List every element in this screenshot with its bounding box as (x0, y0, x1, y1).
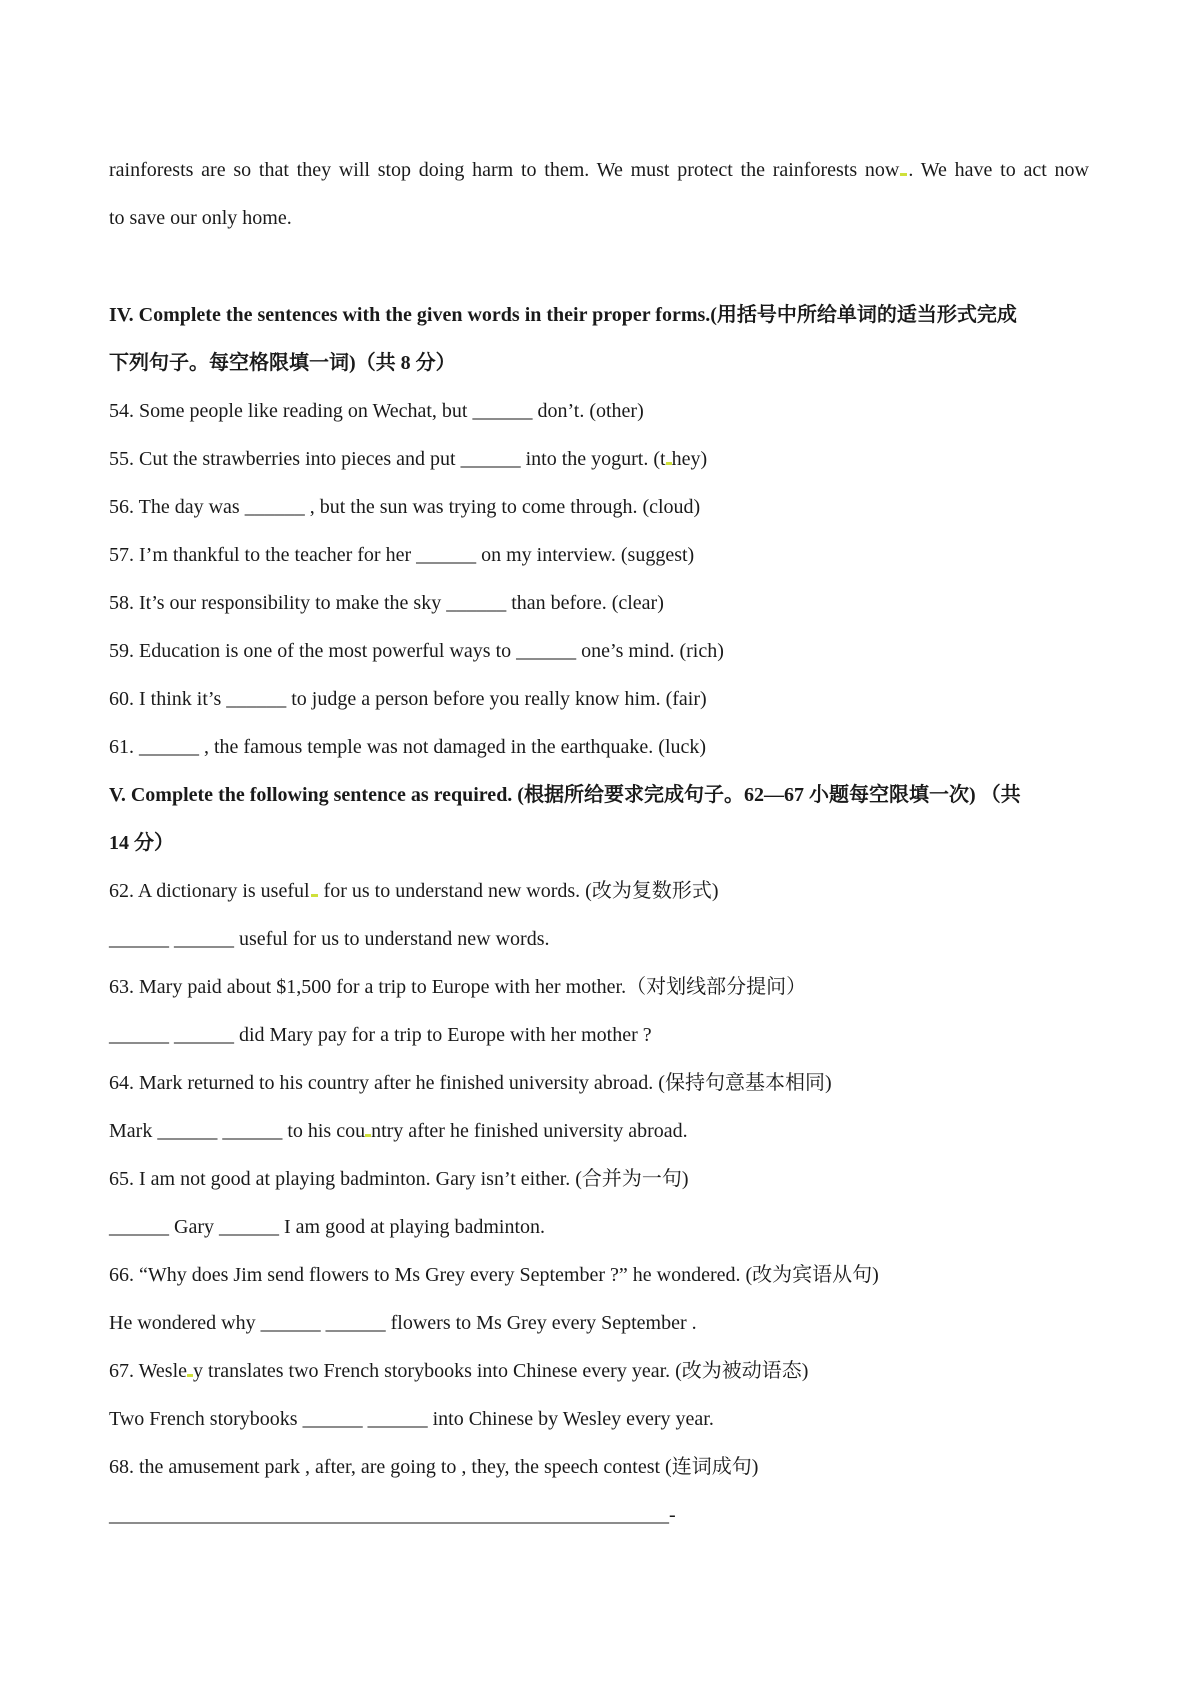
edit-mark (311, 894, 318, 897)
question-66: 66. “Why does Jim send flowers to Ms Grey every September ?” he wondered. (改为宾语从句) (109, 1264, 879, 1286)
passage-line-2: to save our only home. (109, 207, 292, 229)
answer-62: ______ ______ useful for us to understand new words. (109, 928, 550, 950)
section-iv-heading: IV. Complete the sentences with the given words in their proper forms.(用括号中所给单词的适当形式完成 (109, 304, 1017, 326)
answer-67: Two French storybooks ______ ______ into Chinese by Wesley every year. (109, 1408, 714, 1430)
question-61: 61. ______ , the famous temple was not damaged in the earthquake. (luck) (109, 736, 707, 758)
answer-66: He wondered why ______ ______ flowers to Ms Grey every September . (109, 1312, 697, 1334)
section-v-heading: V. Complete the following sentence as required. (根据所给要求完成句子。62—67 小题每空限填一次) （共 (109, 784, 1021, 806)
section-iv-heading-cont: 下列句子。每空格限填一词)（共 8 分） (109, 352, 456, 374)
question-62: 62. A dictionary is useful for us to understand new words. (改为复数形式) (109, 880, 719, 902)
question-60: 60. I think it’s ______ to judge a person before you really know him. (fair) (109, 688, 707, 710)
question-64: 64. Mark returned to his country after he finished university abroad. (保持句意基本相同) (109, 1072, 832, 1094)
question-56: 56. The day was ______ , but the sun was trying to come through. (cloud) (109, 496, 701, 518)
edit-mark (900, 173, 907, 176)
question-58: 58. It’s our responsibility to make the sky ______ than before. (clear) (109, 592, 664, 614)
question-67: 67. Wesle y translates two French storybooks into Chinese every year. (改为被动语态) (109, 1360, 809, 1382)
passage-line-1: rainforests are so that they will stop doing harm to them. We must protect the rainforests now . We have to act now (109, 159, 1089, 181)
section-v-heading-cont: 14 分） (109, 832, 174, 854)
answer-68-blank: ________________________________________________________- (109, 1504, 676, 1526)
question-54: 54. Some people like reading on Wechat, but ______ don’t. (other) (109, 400, 644, 422)
question-57: 57. I’m thankful to the teacher for her ______ on my interview. (suggest) (109, 544, 695, 566)
question-55: 55. Cut the strawberries into pieces and put ______ into the yogurt. (t hey) (109, 448, 708, 470)
answer-63: ______ ______ did Mary pay for a trip to Europe with her mother ? (109, 1024, 652, 1046)
question-68: 68. the amusement park , after, are going to , they, the speech contest (连词成句) (109, 1456, 759, 1478)
question-63: 63. Mary paid about $1,500 for a trip to Europe with her mother.（对划线部分提问） (109, 976, 807, 998)
answer-64: Mark ______ ______ to his cou ntry after he finished university abroad. (109, 1120, 688, 1142)
answer-65: ______ Gary ______ I am good at playing badminton. (109, 1216, 546, 1238)
question-65: 65. I am not good at playing badminton. Gary isn’t either. (合并为一句) (109, 1168, 689, 1190)
question-59: 59. Education is one of the most powerful ways to ______ one’s mind. (rich) (109, 640, 724, 662)
